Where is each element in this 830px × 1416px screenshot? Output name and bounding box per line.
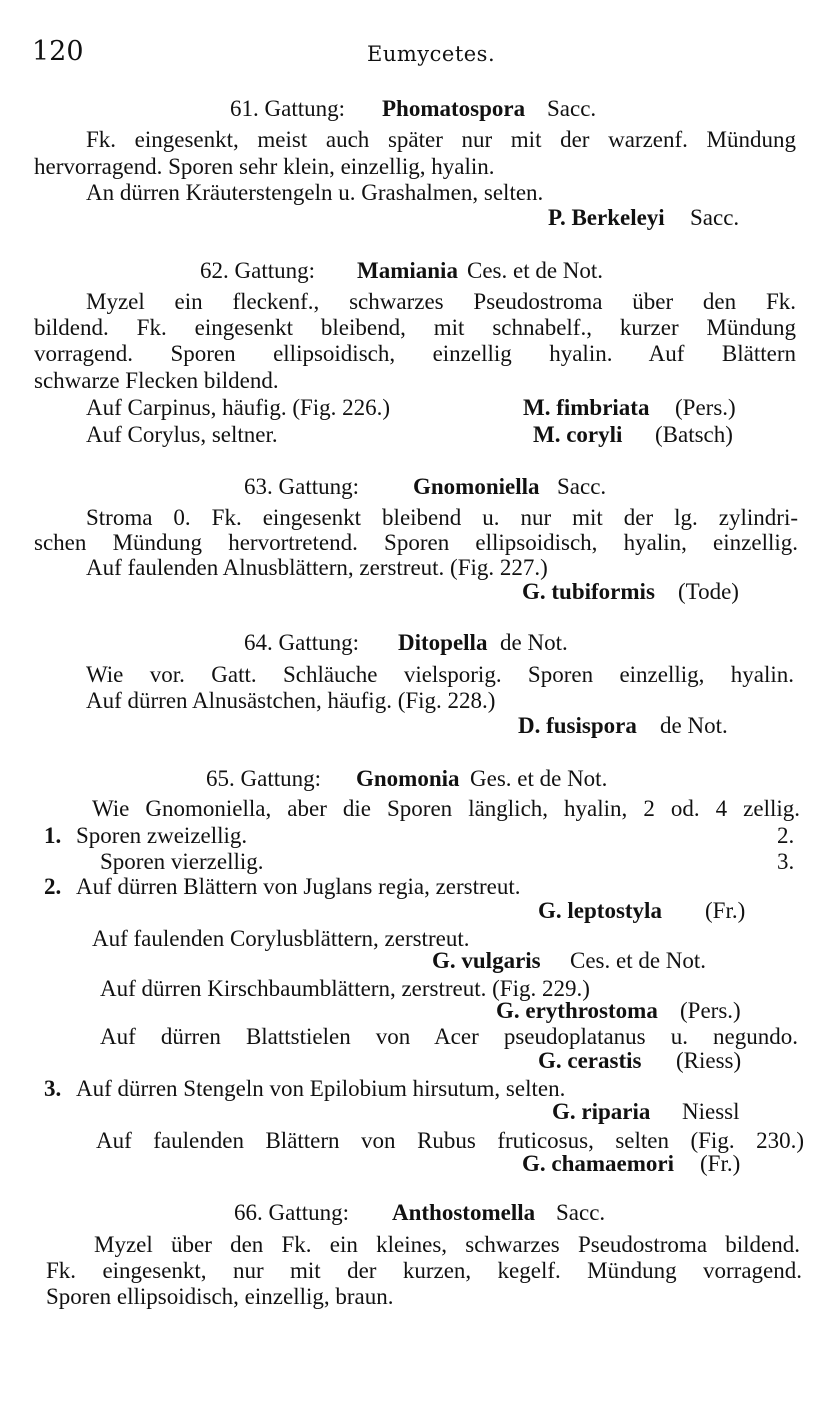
genus-heading-62: 62. Gattung: Mamiania Ces. et de Not.	[0, 256, 830, 286]
text-line: Myzel ein fleckenf., schwarzes Pseudostroma über den Fk.	[86, 289, 796, 314]
text-line: Auf dürren Kirschbaumblättern, zerstreut. (Fig. 229.)	[100, 976, 590, 1001]
genus-name: Phomatospora	[382, 96, 526, 121]
text-line: Auf dürren Alnusästchen, häufig. (Fig. 228.)	[86, 688, 496, 713]
species-line: G. leptostyla (Fr.)	[538, 898, 746, 923]
page-header	[32, 36, 496, 72]
key-line: 2. Auf dürren Blättern von Juglans regia, zerstreut.	[44, 874, 521, 899]
text-line: Auf faulenden Alnusblättern, zerstreut. (Fig. 227.)	[86, 555, 548, 580]
text-line: Fk. eingesenkt, meist auch später nur mit der warzenf. Mündung	[86, 127, 796, 152]
genus-name: Ditopella	[398, 630, 488, 655]
species-line: G. cerastis (Riess)	[538, 1048, 742, 1073]
genus-heading-61: 61. Gattung: Phomatospora Sacc.	[0, 94, 830, 124]
text-line: vorragend. Sporen ellipsoidisch, einzellig hyalin. Auf Blättern	[34, 341, 796, 366]
species-line: G. tubiformis (Tode)	[522, 579, 739, 604]
text-line: bildend. Fk. eingesenkt bleibend, mit schnabelf., kurzer Mündung	[34, 315, 796, 340]
text-line: Wie Gnomoniella, aber die Sporen länglich, hyalin, 2 od. 4 zellig.	[92, 796, 800, 821]
text-line: hervorragend. Sporen sehr klein, einzellig, hyalin.	[34, 154, 495, 179]
text-line: Wie vor. Gatt. Schläuche vielsporig. Sporen einzellig, hyalin.	[86, 662, 794, 687]
species-line: G. vulgaris Ces. et de Not.	[432, 948, 707, 973]
genus-name: Gnomoniella	[413, 474, 540, 499]
species-line: G. chamaemori (Fr.)	[522, 1151, 741, 1176]
genus-name: Anthostomella	[392, 1200, 536, 1225]
text-line: Myzel über den Fk. ein kleines, schwarzes Pseudostroma bildend.	[94, 1232, 800, 1257]
page-number: 120	[32, 36, 84, 67]
genus-heading-66: 66. Gattung: Anthostomella Sacc.	[0, 1198, 830, 1228]
species-line: Auf Corylus, seltner. M. coryli (Batsch)	[86, 422, 733, 447]
genus-name: Mamiania	[357, 258, 458, 283]
species-line: D. fusispora de Not.	[518, 713, 728, 738]
text-line: Stroma 0. Fk. eingesenkt bleibend u. nur mit der lg. zylindri-	[86, 505, 798, 530]
text-line: Auf faulenden Blättern von Rubus fruticosus, selten (Fig. 230.)	[96, 1128, 804, 1153]
text-line: An dürren Kräuterstengeln u. Grashalmen, selten.	[86, 180, 544, 205]
running-head: Eumycetes.	[367, 42, 496, 66]
text-line: schwarze Flecken bildend.	[34, 368, 279, 393]
text-line: Auf faulenden Corylusblättern, zerstreut.	[92, 926, 470, 951]
species-line: Auf Carpinus, häufig. (Fig. 226.) M. fimbriata (Pers.)	[86, 395, 736, 420]
text-line: Fk. eingesenkt, nur mit der kurzen, kegelf. Mündung vorragend.	[46, 1258, 802, 1283]
key-line: 1. Sporen zweizellig. 2.	[44, 823, 795, 848]
key-line: Sporen vierzellig. 3.	[100, 849, 795, 874]
genus-name: Gnomonia	[356, 766, 460, 791]
text-line: schen Mündung hervortretend. Sporen ellipsoidisch, hyalin, einzellig.	[34, 530, 798, 555]
species-line: G. riparia Niessl	[552, 1099, 740, 1124]
text-line: Auf dürren Blattstielen von Acer pseudoplatanus u. negundo.	[100, 1024, 798, 1049]
genus-heading-64: 64. Gattung: Ditopella de Not.	[0, 628, 830, 658]
genus-heading-65: 65. Gattung: Gnomonia Ges. et de Not.	[0, 764, 830, 794]
species-line: G. erythrostoma (Pers.)	[496, 998, 741, 1023]
text-line: Sporen ellipsoidisch, einzellig, braun.	[46, 1284, 394, 1309]
species-line: P. Berkeleyi Sacc.	[548, 205, 740, 230]
genus-heading-63: 63. Gattung: Gnomoniella Sacc.	[0, 472, 830, 502]
key-line: 3. Auf dürren Stengeln von Epilobium hirsutum, selten.	[44, 1076, 566, 1101]
